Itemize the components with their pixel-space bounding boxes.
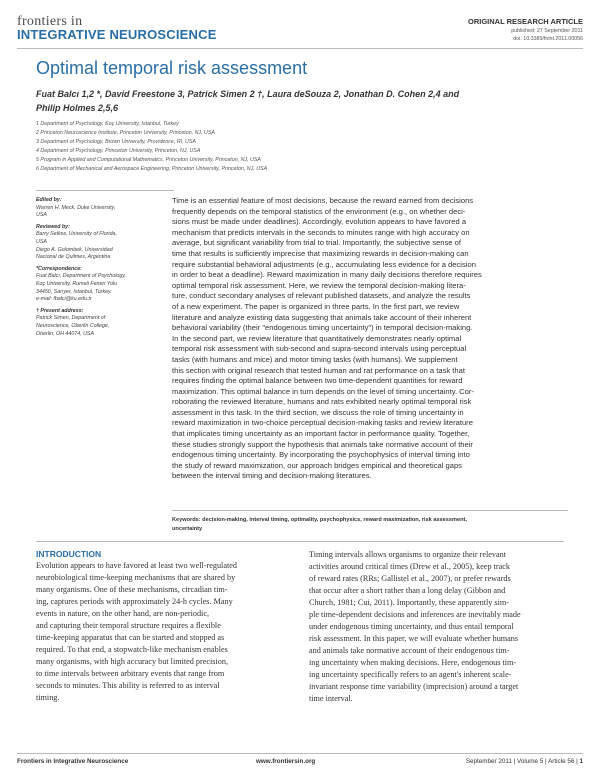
- body-line: of reward rates (RRs; Gallistel et al., 2007), or prefer rewards: [309, 574, 511, 583]
- body-line: risk assessment. In this paper, we will evaluate whether humans: [309, 634, 519, 643]
- authors-line-1: Fuat Balcı 1,2 *, David Freestone 3, Patrick Simen 2 †, Laura deSouza 2, Jonathan D. Cohen 2,4 and: [36, 89, 460, 99]
- sidebar-line: Neuroscience, Oberlin College,: [36, 322, 110, 329]
- affiliation: 5 Program in Applied and Computational Mathematics, Princeton University, Princeton, NJ, USA: [36, 157, 261, 164]
- affiliation: 6 Department of Mechanical and Aerospace Engineering, Princeton University, Princeton, NJ, USA: [36, 166, 268, 173]
- abstract-line: of a new experiment. The paper is organized in three parts. In the first part, we review: [172, 301, 460, 311]
- abstract-line: in order to beat a deadline). Reward maximization in many daily decisions therefore requires: [172, 270, 482, 280]
- affiliation: 2 Princeton Neuroscience Institute, Princeton University, Princeton, NJ, USA: [36, 130, 215, 137]
- affiliations: [36, 120, 556, 175]
- body-line: seconds to minutes. This ability is referred to as interval: [36, 681, 220, 690]
- body-line: ple time-dependent decisions and inferences are inevitably made: [309, 610, 521, 619]
- sidebar-line: Koç University, Rumeli Feneri Yolu: [36, 280, 118, 287]
- abstract-line: literature and analyze existing data suggesting that animals take account of their inherent: [172, 312, 472, 322]
- keywords-list-cont: uncertainty: [172, 526, 203, 532]
- body-line: time interval.: [309, 694, 353, 703]
- section-heading-introduction: INTRODUCTION: [36, 549, 102, 559]
- abstract-line: sions must be made under deadlines). Accordingly, evolution appears to have favored a: [172, 217, 467, 227]
- abstract-line: assessment in this task. In the third section, we discuss the role of timing uncertainty in: [172, 407, 464, 417]
- doi[interactable]: doi: 10.3389/fnint.2011.00056: [513, 36, 583, 42]
- abstract-line: requires finding the optimal balance between two time-dependent quantities for reward: [172, 376, 463, 386]
- body-line: ing, captures periods with approximately 24-h cycles. Many: [36, 597, 233, 606]
- journal-logo-top: frontiers in: [17, 14, 83, 29]
- sidebar-line: Nacional de Quilmes, Argentina: [36, 254, 111, 261]
- sidebar-line: Fuat Balcı, Department of Psychology,: [36, 273, 126, 280]
- keywords: [172, 516, 568, 534]
- abstract-line: Time is an essential feature of most decisions, because the reward earned from decisions: [172, 196, 474, 205]
- abstract-line: temporal risk assessment with sub-second and supra-second intervals using perceptual: [172, 344, 467, 354]
- body-line: activities around critical times (Drew et al., 2005), keep track: [309, 562, 510, 571]
- body-line: events in nature, on the other hand, are non-periodic,: [36, 609, 210, 618]
- abstract-line: time that results is sufficiently imprecise that maximizing rewards in decision-making can: [172, 248, 469, 258]
- sidebar-line: Barry Setlow, University of Florida,: [36, 231, 117, 238]
- body-line: invariant response time variability (imprecision) around a target: [309, 682, 519, 691]
- abstract-line: ture, conduct secondary analyses of relevant published datasets, and analyze the results: [172, 291, 471, 301]
- abstract-line: optimal temporal risk assessment. Here, we review the temporal decision-making litera-: [172, 280, 466, 290]
- article-title: Optimal temporal risk assessment: [36, 58, 308, 78]
- abstract-line: between the interval timing and decision-making literatures.: [172, 471, 372, 481]
- body-column-right: [309, 549, 565, 705]
- body-line: required. To that end, a stopwatch-like mechanism enables: [36, 645, 228, 654]
- correspondence-label: *Correspondence:: [36, 265, 82, 272]
- reviewed-by-label: Reviewed by:: [36, 223, 70, 230]
- sidebar-line: 34450, Sarıyer, Istanbul, Turkey.: [36, 288, 112, 295]
- abstract-line: the study of reward maximization, our approach bridges empirical and theoretical gaps: [172, 460, 462, 470]
- footer-info: [466, 758, 583, 765]
- abstract-line: require substantial behavioral adjustments (e.g., accumulating less evidence for a decision: [172, 259, 476, 269]
- section-divider: [36, 541, 564, 542]
- correspondence-email[interactable]: e-mail: fbalci@ku.edu.tr: [36, 296, 92, 303]
- publication-info: [511, 27, 583, 43]
- footer-journal: Frontiers in Integrative Neuroscience: [17, 758, 129, 765]
- abstract-line: this section with original research that tested human and rat performance on a task that: [172, 365, 465, 375]
- article-type: ORIGINAL RESEARCH ARTICLE: [467, 17, 583, 26]
- abstract-line: reward maximization in two-choice perceptual decision-making tasks and review literature: [172, 418, 473, 428]
- body-line: Church, 1981; Cui, 2011). Importantly, these apparently sim-: [309, 598, 509, 607]
- body-line: ing uncertainty when making decisions. Here, endogenous tim-: [309, 658, 517, 667]
- abstract-line: behavioral variability (their "endogenous timing uncertainty") in temporal decision-making.: [172, 323, 473, 333]
- affiliation: 3 Department of Psychology, Brown University, Providence, RI, USA: [36, 139, 196, 146]
- abstract-line: maximization. This optimal balance in turn depends on the level of timing uncertainty. Cor-: [172, 386, 474, 396]
- body-line: neurobiological time-keeping mechanisms that are shared by: [36, 573, 236, 582]
- page-number: 1: [579, 758, 583, 765]
- abstract-line: In the second part, we review literature that quantitatively demonstrates nearly optimal: [172, 333, 462, 343]
- published-date: published: 27 September 2011: [511, 28, 583, 34]
- sidebar-line: Patrick Simen, Department of: [36, 315, 106, 322]
- body-line: many organisms. One of these mechanisms, circadian tim-: [36, 585, 228, 594]
- footer-url[interactable]: www.frontiersin.org: [256, 758, 316, 765]
- body-line: timing.: [36, 693, 60, 702]
- editorial-sidebar: [36, 197, 166, 338]
- body-line: ing uncertainty specifically refers to an agent's inherent scale-: [309, 670, 512, 679]
- body-line: and capturing their temporal structure requires a flexible: [36, 621, 221, 630]
- abstract: [172, 196, 568, 482]
- footer-divider: [17, 753, 583, 754]
- affiliation: 4 Department of Psychology, Princeton University, Princeton, NJ, USA: [36, 148, 201, 155]
- abstract-line: roborating the reviewed literature, humans and rats exhibited nearly optimal temporal risk: [172, 397, 472, 407]
- sidebar-line: Oberlin, OH 44074, USA: [36, 330, 94, 337]
- authors-line-2: Philip Holmes 2,5,6: [36, 103, 119, 113]
- abstract-line: endogenous timing uncertainty. By incorporating the psychophysics of interval timing into: [172, 450, 470, 460]
- present-address-label: † Present address:: [36, 307, 84, 314]
- abstract-divider: [172, 510, 568, 511]
- sidebar-line: Warren H. Meck, Duke University,: [36, 204, 116, 211]
- abstract-line: these studies strongly support the hypothesis that animals take normative account of their: [172, 439, 473, 449]
- sidebar-line: USA: [36, 238, 47, 245]
- body-column-left: [36, 560, 290, 704]
- body-line: to time intervals between arbitrary events that range from: [36, 669, 225, 678]
- affiliation: 1 Department of Psychology, Koç University, Istanbul, Turkey: [36, 121, 179, 127]
- body-line: Timing intervals allows organisms to organize their relevant: [309, 550, 506, 559]
- abstract-line: that implicates timing uncertainty as an important factor in performance quality. Together,: [172, 429, 470, 439]
- keywords-label: Keywords:: [172, 517, 201, 523]
- footer-issue: September 2011 | Volume 5 | Article 56 |: [465, 758, 578, 765]
- body-line: time-keeping apparatus that can be started and stopped as: [36, 633, 225, 642]
- header-divider: [17, 48, 583, 49]
- authors: [36, 87, 566, 115]
- abstract-line: mechanism that predicts intervals in the seconds to minutes range with high accuracy on: [172, 227, 470, 237]
- abstract-line: frequently depends on the temporal statistics of the environment (e.g., on whether deci-: [172, 206, 466, 216]
- keywords-list: decision-making, interval timing, optimality, psychophysics, reward maximization, risk assessment,: [202, 517, 467, 523]
- abstract-line: tasks (with humans and mice) and motor timing tasks (with humans). We supplement: [172, 354, 458, 364]
- sidebar-line: USA: [36, 212, 47, 219]
- sidebar-divider: [36, 190, 174, 191]
- abstract-line: average, but significant variability from trial to trial. Importantly, the subjective sense of: [172, 238, 461, 248]
- body-line: under endogenous timing uncertainty, and thus entail temporal: [309, 622, 514, 631]
- sidebar-line: Diego A. Golombek, Universidad: [36, 246, 113, 253]
- body-line: and animals take normative account of their endogenous tim-: [309, 646, 510, 655]
- body-line: Evolution appears to have favored at least two well-regulated: [36, 561, 237, 570]
- edited-by-label: Edited by:: [36, 197, 62, 203]
- body-line: many organisms, with high accuracy but limited precision,: [36, 657, 228, 666]
- journal-logo-bottom: INTEGRATIVE NEUROSCIENCE: [17, 27, 217, 42]
- body-line: that occur after a short rather than a long delay (Gibbon and: [309, 586, 506, 595]
